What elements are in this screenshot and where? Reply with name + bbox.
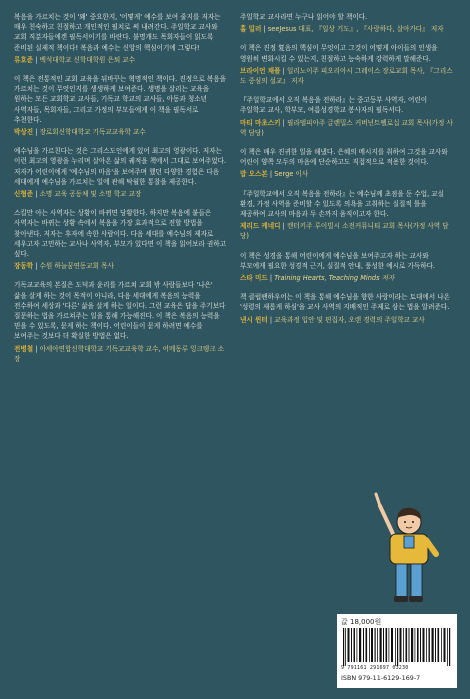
endorser-name: 스타 미드 (240, 274, 268, 283)
endorsement (240, 95, 453, 138)
endorser-name: 류호준 (14, 55, 34, 64)
endorsement (240, 43, 453, 86)
endorser-role: 교육과정 입안 및 편집자, 오랜 경력의 주일학교 교사 (274, 315, 425, 324)
endorsement-text: 주일학교 교사라면 누구나 읽어야 할 책이다. (240, 13, 368, 21)
endorser-name: 신형준 (14, 190, 34, 199)
endorser-role: 캔터키주 루이빌시 소전커뮤니티 교회 목사(가정 사역 담당) (240, 222, 449, 241)
endorser-name: 장동학 (14, 262, 34, 271)
endorser-role: Serge 이사 (274, 170, 309, 179)
endorser: 홀 밀러 | seeJesus 대표, 『일상 기도』, 『사랑하다, 살아가다』 저자 (240, 25, 444, 34)
endorsement-text: 스킬만 아는 사역자는 상황이 바뀌면 당황한다. 하지만 복음에 붙들은 사역자는 바뀌는 상황 속에서 복음을 가장 효과적으로 전할 방법을 찾아낸다. 저자는 후자에 속한 사람이다. 다음 세대를 예수님의 제자로 세우고자 고민하는 교사나 사역자, 부모가 있다면 이 책을 읽어보라 권하고 싶다. (14, 209, 227, 259)
endorser-role: 백석대학교 신학대학원 은퇴 교수 (39, 55, 136, 64)
endorser: 신형준 | 소명 교육 공동체 및 소명 학교 교장 (14, 190, 142, 199)
endorser-name: 제리드 케네디 (240, 222, 281, 231)
endorser: 밥 오스본 | Serge 이사 (240, 170, 309, 179)
endorsement (240, 292, 453, 325)
endorser-name: 전병철 (14, 344, 34, 353)
endorsement-text: 『주일학교에서 오직 복음을 전하라』는 예수님께 초점을 둔 수업, 교실 환경, 가정 사역을 준비할 수 있도록 의욕을 고취하는 실질적 틀을 제공하여 교사의 마음과 두 손까지 움직이고자 한다. (240, 189, 445, 219)
endorser: 제리드 케네디 | 캔터키주 루이빌시 소전커뮤니티 교회 목사(가정 사역 담당) (240, 222, 449, 241)
endorsement (240, 147, 453, 180)
endorser-role: 일리노이주 피오리아시 그레이스 장로교회 목사, 『그리스도 중심의 설교』 저자 (240, 66, 453, 86)
price-label: 값 18,000원 (341, 618, 382, 626)
endorsement (240, 12, 453, 34)
endorser-role: 수원 하늘꿈연동교회 목사 (39, 262, 114, 271)
endorsement (14, 208, 227, 271)
endorser-role: seeJesus 대표, 『일상 기도』, 『사랑하다, 살아가다』 저자 (267, 25, 444, 34)
endorsement-text: 이 책은 매우 진귀한 일을 해냈다. 은혜의 메시지를 취하여 그것을 교사와 어린이 양쪽 모두의 마음에 단순하고도 직접적으로 적용한 것이다. (240, 148, 448, 167)
endorsement (240, 251, 453, 284)
endorsement-text: 이 책은 진정 复음의 핵심이 무엇이고 그것이 어떻게 아이들의 인생을 영원히 변화시킬 수 있는지, 친절하고 능숙하게 강력하게 말해준다. (240, 44, 438, 63)
endorser-name: 마티 마초스키 (240, 118, 281, 127)
endorsement (14, 146, 227, 199)
endorser: 브라이언 채플 | 일리노이주 피오리아시 그레이스 장로교회 목사, 『그리스도 중심의 설교』 저자 (240, 66, 453, 86)
endorsement (14, 12, 227, 65)
endorsement-text: 복음을 가르치는 것이 '왜' 중요한지, '어떻게' 예수를 보여 줄지를 저자는 매우 친숙하고 친절하고 개인적인 필치로 써 내려간다. 주일학교 교사와 교회 직분자들에겐 필독서이기를 바란다. 불명개도 목회자들이 읽도록 준비된 실제적 책이다! 복음과 예수는 신앙의 핵심이기에 그렇다! (14, 13, 221, 52)
endorser: 낸시 윈터 | 교육과정 입안 및 편집자, 오랜 경력의 주일학교 교사 (240, 315, 425, 324)
endorser-name: 브라이언 채플 (240, 66, 281, 75)
endorsement-text: 예수님을 가르친다는 것은 그리스도인에게 있어 최고의 영광이다. 저자는 이런 최고의 영광을 누리며 살아온 삶의 궤적을 책에서 그대로 보여주었다. 저자가 어린이에게 '예수님의 마음'을 보여주며 했던 다양한 경험은 다음 세대에게 예수님을 가르치는 일에 관해 탁월한 통찰을 제공한다. (14, 147, 227, 186)
endorser-role: 필라델피아주 글렌밀스 커버넌트펠로십 교회 목사(가정 사역 담당) (240, 118, 453, 137)
endorser-role: Training Hearts, Teaching Minds 저자 (274, 274, 395, 283)
teacher-pointing-figure-icon (372, 488, 462, 608)
endorser-name: 낸시 윈터 (240, 315, 268, 324)
endorsement-text: 이 책은 성경을 통해 어린이에게 예수님을 보여주고자 하는 교사와 부모에게 필요한 성경적 근거, 실질적 안내, 풍성한 예시로 가득하다. (240, 251, 436, 270)
endorser: 류호준 | 백석대학교 신학대학원 은퇴 교수 (14, 55, 136, 64)
endorsement (14, 280, 227, 364)
price-barcode-box (337, 614, 457, 688)
endorser: 스타 미드 | Training Hearts, Teaching Minds 저자 (240, 274, 395, 283)
endorsement-text: 책 클럽팬하우어는 이 책을 통해 예수님을 향한 사랑이라는 토대에서 나온 '성령의 새롭게 하심'을 교사 사역의 지배적인 주제로 삼는 법을 알려준다. (240, 293, 450, 312)
barcode-icon (341, 628, 453, 666)
endorser: 전병철 | 아세아연합신학대학교 기독교교육학 교수, 어메동루 잉크탱크 소장 (14, 344, 225, 363)
endorser-name: 박상진 (14, 128, 34, 137)
endorser-name: 밥 오스본 (240, 170, 268, 179)
endorsements-right-column (240, 12, 453, 334)
endorser-role: 소명 교육 공동체 및 소명 학교 교장 (39, 190, 142, 199)
endorsement-text: 이 책은 전통적인 교회 교육을 뒤바꾸는 혁명적인 책이다. 진정으로 복음을 가르치는 것이 무엇인지를 생생하게 보여준다. 생명을 살리는 교육을 원하는 모든 교회학교 교사들, 기독교 학교의 교사들, 아동과 청소년 사역자들, 목회자들, 그리고 가정의 부모들에게 이 책을 필독서로 추천한다. (14, 75, 227, 124)
endorser-role: 아세아연합신학대학교 기독교교육학 교수, 어메동루 잉크탱크 소장 (14, 344, 225, 363)
isbn-label: ISBN 979-11-6129-169-7 (341, 674, 421, 682)
endorsements-left-column (14, 12, 227, 373)
barcode-digits: 9 791161 291697 03230 (341, 665, 409, 671)
endorser: 마티 마초스키 | 필라델피아주 글렌밀스 커버넌트펠로십 교회 목사(가정 사역 담당) (240, 118, 453, 137)
endorsement (240, 189, 453, 242)
endorsement (14, 74, 227, 137)
endorsement-text: 『주일학교에서 오직 복음을 전하라』는 중고등부 사역자, 어린이 주일학교 교사, 학부모, 여름성경학교 봉사자의 필독서다. (240, 96, 428, 115)
endorser-name: 홀 밀러 (240, 25, 262, 34)
endorser-role: 장로회신학대학교 기독교교육학 교수 (39, 128, 146, 137)
endorser: 박상진 | 장로회신학대학교 기독교교육학 교수 (14, 128, 146, 137)
endorsement-text: 기독교교육의 본질은 도덕과 윤리를 가르쳐 교회 밖 사람들보다 '나은' 삶을 살게 하는 것이 목적이 아니라, 다음 세대에게 복음의 능력을 전수하여 세상과 '다른' 삶을 살게 하는 일이다. 그런 교육은 답을 주기보다 질문하는 법을 가르쳐주는 일을 통해 가능해진다. 이 책은 복음의 능력을 믿을 수 있도록, 묻게 하는 책이다. 어린이들이 묻게 하려면 예수를 보여주는 것보다 더 확실한 방법은 없다. (14, 281, 226, 341)
endorser: 장동학 | 수원 하늘꿈연동교회 목사 (14, 262, 114, 271)
